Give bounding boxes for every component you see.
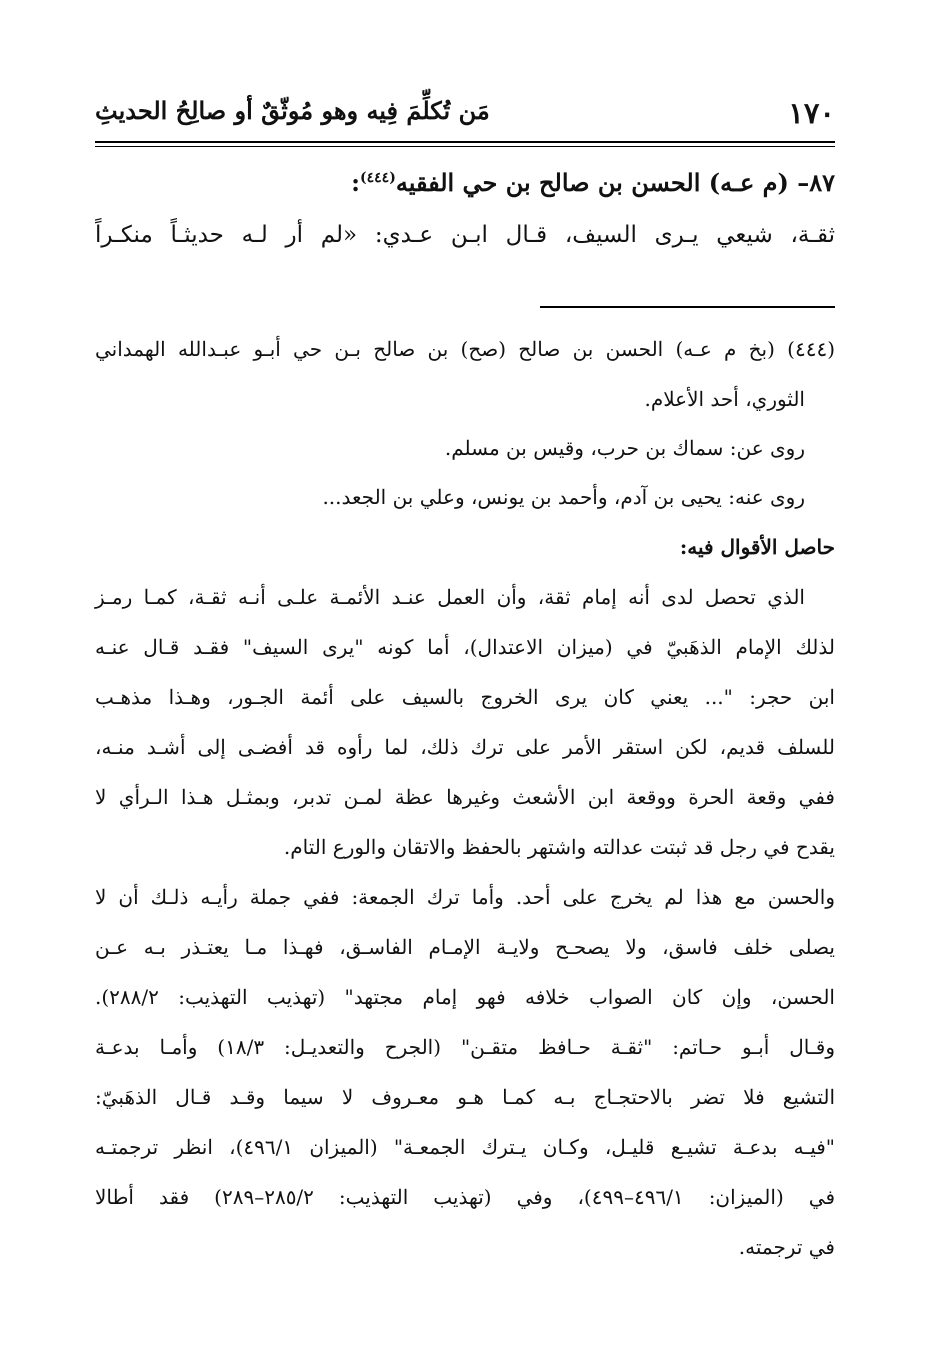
- header-rule: [95, 141, 835, 143]
- page-number: ١٧٠: [788, 96, 835, 130]
- footnote-line: روى عنه: يحيى بن آدم، وأحمد بن يونس، وعلي بن الجعد...: [322, 485, 805, 509]
- footnote-line: روى عن: سماك بن حرب، وقيس بن مسلم.: [444, 436, 805, 460]
- footnote-line: الثوري، أحد الأعلام.: [644, 387, 805, 411]
- page-header: [95, 90, 835, 140]
- entry-heading: [95, 168, 835, 197]
- footnote-separator: [540, 306, 835, 308]
- footnote-line: في ترجمته.: [738, 1235, 835, 1259]
- footnote-ref: (٤٤٤): [360, 170, 396, 186]
- entry-body: ثقـة، شيعي يـرى السيف، قـال ابـن عـدي: «لم أر لـه حديثـاً منكـراً: [95, 222, 835, 248]
- footnote-line: للسلف قديم، لكن استقر الأمر على ترك ذلك، لما رأوه قد أفضـى إلى أشـد منـه،: [95, 735, 835, 759]
- footnote-line: لذلك الإمام الذهَبيّ في (ميزان الاعتدال)، أما كونه "يرى السيف" فقـد قـال عنـه: [95, 635, 835, 659]
- footnote-line: يصلى خلف فاسق، ولا يصحـح ولايـة الإمـام الفاسـق، فهـذا مـا يعتـذر بـه عـن: [95, 935, 835, 959]
- header-rule-thin: [95, 146, 835, 147]
- footnote-line: ابن حجر: "... يعني كان يرى الخروج بالسيف على أئمة الجـور، وهـذا مذهـب: [95, 685, 835, 709]
- footnote-line: "فيـه بدعـة تشيـع قليـل، وكـان يـترك الجمعـة" (الميزان ٤٩٦/١)، انظر ترجمتـه: [95, 1135, 836, 1159]
- footnote-line: والحسن مع هذا لم يخرج على أحد. وأما ترك الجمعة: ففي جملة رأيـه ذلـك أن لا: [95, 885, 835, 909]
- footnote-line: الحسن، وإن كان الصواب خلافه فهو إمام مجتهد" (تهذيب التهذيب: ٢٨٨/٢).: [95, 985, 835, 1009]
- footnote-line: ففي وقعة الحرة ووقعة ابن الأشعث وغيرها عظة لمـن تدبر، وبمثـل هـذا الـرأي لا: [95, 785, 835, 809]
- footnote-line: التشيع فلا تضر بالاحتجـاج بـه كمـا هـو معـروف لا سيما وقـد قـال الذهَبيّ:: [95, 1085, 835, 1109]
- footnote-line: الذي تحصل لدى أنه إمام ثقة، وأن العمل عنـد الأئمـة علـى أنـه ثقـة، كمـا رمـز: [95, 585, 805, 609]
- footnote-subheading: حاصل الأقوال فيه:: [679, 535, 835, 559]
- running-title: مَن تُكلِّمَ فِيه وهو مُوثّقٌ أو صالِحُ الحديثِ: [95, 96, 490, 125]
- footnote-line: وقـال أبـو حـاتم: "ثقـة حـافظ متقـن" (الجرح والتعديـل: ١٨/٣) وأمـا بدعـة: [95, 1035, 835, 1059]
- entry-title: ٨٧– (م عـه) الحسن بن صالح بن حي الفقيه: [395, 168, 835, 197]
- footnote-line: في (الميزان: ٤٩٦/١–٤٩٩)، وفي (تهذيب التهذيب: ٢٨٥/٢–٢٨٩) فقد أطالا: [95, 1185, 835, 1209]
- entry-title-colon: :: [351, 168, 361, 197]
- footnote-line: (٤٤٤) (بخ م عـه) الحسن بن صالح (صح) بن صالح بـن حي أبـو عبـدالله الهمداني: [95, 337, 835, 361]
- footnote-line: يقدح في رجل قد ثبتت عدالته واشتهر بالحفظ والاتقان والورع التام.: [283, 835, 835, 859]
